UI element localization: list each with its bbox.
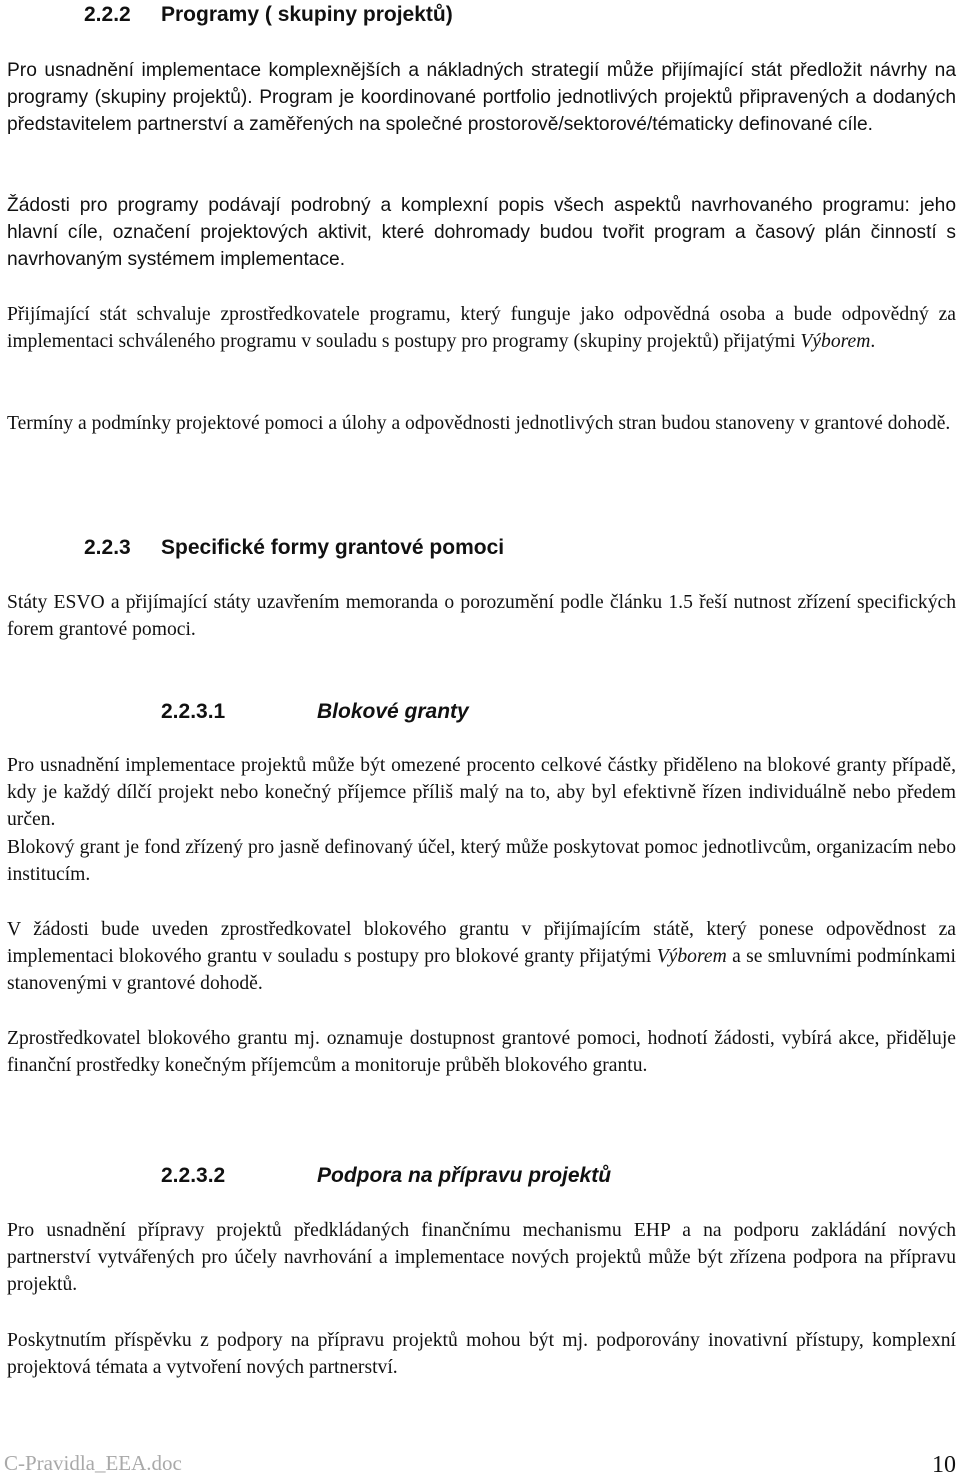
heading-number: 2.2.3.2 (161, 1164, 226, 1187)
footer-page-number: 10 (932, 1452, 956, 1478)
paragraph-text: . (870, 331, 876, 353)
paragraph-block-grant-intermediary (7, 916, 956, 998)
heading-2-2-3 (84, 534, 505, 562)
heading-title: Podpora na přípravu projektů (317, 1164, 612, 1187)
heading-2-2-3-1 (161, 698, 469, 726)
paragraph-project-preparation: Pro usnadnění přípravy projektů předkládaných finančnímu mechanismu EHP a na podporu zakládání nových partnerství vytvářených pro účely navrhování a implementace nových projektů může být zřízena podpora na přípravu projektů. (7, 1220, 956, 1296)
paragraph-text: Přijímající stát schvaluje zprostředkovatele programu, který funguje jako odpovědná osoba a bude odpovědný za implementaci schváleného programu v souladu s postupy pro programy (skupiny projektů) přijatými (7, 304, 956, 353)
paragraph-text: a se smluvními podmínkami stanovenými v grantové dohodě. (7, 946, 956, 995)
paragraph-terms-conditions: Termíny a podmínky projektové pomoci a úlohy a odpovědnosti jednotlivých stran budou stanoveny v grantové dohodě. (7, 413, 951, 434)
heading-number: 2.2.3 (84, 536, 131, 559)
paragraph-program-intermediary (7, 301, 956, 355)
heading-title: Blokové granty (317, 700, 469, 723)
paragraph-block-grant-definition: Blokový grant je fond zřízený pro jasně definovaný účel, který může poskytovat pomoc jednotlivcům, organizacím nebo institucím. (7, 837, 956, 886)
paragraph-specific-forms: Státy ESVO a přijímající státy uzavřením memoranda o porozumění podle článku 1.5 řeší nutnost zřízení specifických forem grantové pomoci. (7, 592, 956, 641)
paragraph-intermediary-duties: Zprostředkovatel blokového grantu mj. oznamuje dostupnost grantové pomoci, hodnotí žádosti, vybírá akce, přiděluje finanční prostředky konečným příjemcům a monitoruje průběh blokového grantu. (7, 1028, 956, 1077)
paragraph-contribution: Poskytnutím příspěvku z podpory na přípravu projektů mohou být mj. podporovány inovativní přístupy, komplexní projektová témata a vytvoření nových partnerství. (7, 1330, 956, 1379)
heading-number: 2.2.3.1 (161, 700, 226, 723)
paragraph-block-grants-intro: Pro usnadnění implementace projektů může být omezené procento celkové částky přiděleno na blokové granty případě, kdy je každý dílčí projekt nebo konečný příjemce příliš malý na to, aby byl efektivně řízen individuálně nebo předem určen. (7, 755, 956, 831)
heading-title: Specifické formy grantové pomoci (161, 536, 505, 559)
heading-title: Programy ( skupiny projektů) (161, 3, 453, 26)
paragraph-text: V žádosti bude uveden zprostředkovatel blokového grantu v přijímajícím státě, který ponese odpovědnost za implementaci blokového grantu v souladu s postupy pro blokové granty přijatými (7, 919, 956, 968)
footer-filename: C-Pravidla_EEA.doc (4, 1451, 182, 1475)
heading-2-2-3-2 (161, 1162, 612, 1190)
paragraph-text-italic: Výborem (656, 946, 727, 968)
paragraph-programs-intro: Pro usnadnění implementace komplexnějších a nákladných strategií může přijímající stát předložit návrhy na programy (skupiny projektů). Program je koordinované portfolio jednotlivých projektů připravených a dodaných představitelem partnerství a zaměřených na společné prostorově/sektorové/tématicky definované cíle. (7, 60, 956, 136)
paragraph-text-italic: Výborem (800, 331, 871, 353)
heading-2-2-2 (84, 1, 453, 29)
paragraph-program-applications: Žádosti pro programy podávají podrobný a komplexní popis všech aspektů navrhovaného programu: jeho hlavní cíle, označení projektových aktivit, které dohromady budou tvořit program a časový plán činností s navrhovaným systémem implementace. (7, 195, 956, 271)
heading-number: 2.2.2 (84, 3, 131, 26)
